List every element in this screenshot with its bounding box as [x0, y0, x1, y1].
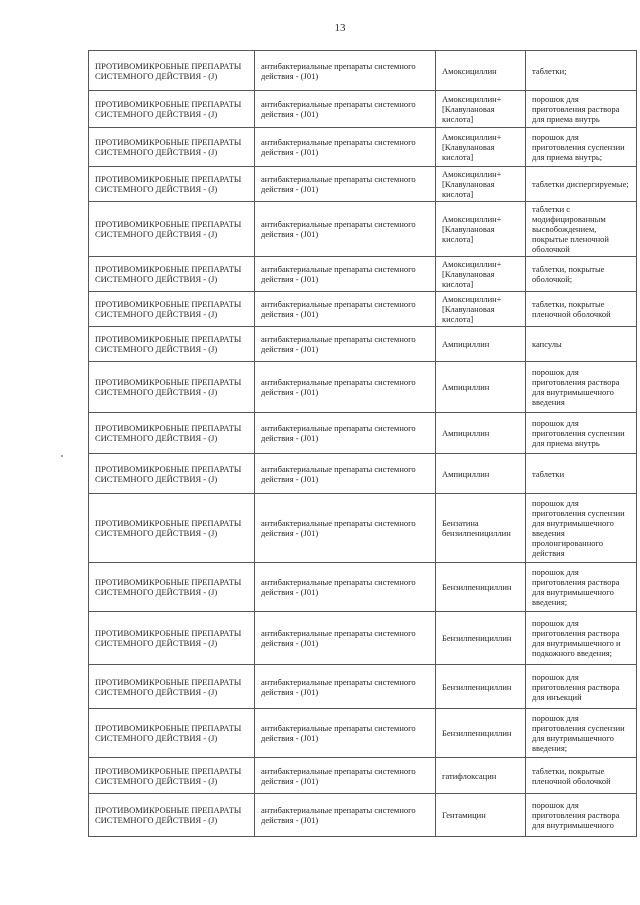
drug-registry-table-body [89, 51, 637, 837]
cell-dosage-form: таблетки, покрытые пленочной оболочкой [526, 758, 637, 794]
table-row [89, 327, 637, 362]
cell-drug-group: ПРОТИВОМИКРОБНЫЕ ПРЕПАРАТЫ СИСТЕМНОГО ДЕЙСТВИЯ - (J) [89, 91, 255, 128]
cell-drug-name: Бензилпенициллин [436, 612, 526, 665]
table-row [89, 758, 637, 794]
cell-dosage-form: капсулы [526, 327, 637, 362]
cell-drug-name: Амоксициллин+[Клавулановая кислота] [436, 167, 526, 202]
cell-drug-group: ПРОТИВОМИКРОБНЫЕ ПРЕПАРАТЫ СИСТЕМНОГО ДЕЙСТВИЯ - (J) [89, 292, 255, 327]
cell-drug-group: ПРОТИВОМИКРОБНЫЕ ПРЕПАРАТЫ СИСТЕМНОГО ДЕЙСТВИЯ - (J) [89, 51, 255, 91]
cell-dosage-form: порошок для приготовления раствора для инъекций [526, 665, 637, 709]
cell-drug-group: ПРОТИВОМИКРОБНЫЕ ПРЕПАРАТЫ СИСТЕМНОГО ДЕЙСТВИЯ - (J) [89, 413, 255, 454]
cell-dosage-form: таблетки, покрытые оболочкой; [526, 257, 637, 292]
cell-dosage-form: таблетки [526, 454, 637, 494]
table-row [89, 665, 637, 709]
cell-drug-name: Бензатина бензилпенициллин [436, 494, 526, 563]
cell-drug-subgroup: антибактериальные препараты системного действия - (J01) [255, 494, 436, 563]
cell-drug-subgroup: антибактериальные препараты системного действия - (J01) [255, 563, 436, 612]
cell-drug-group: ПРОТИВОМИКРОБНЫЕ ПРЕПАРАТЫ СИСТЕМНОГО ДЕЙСТВИЯ - (J) [89, 665, 255, 709]
cell-drug-name: Ампициллин [436, 413, 526, 454]
cell-drug-subgroup: антибактериальные препараты системного действия - (J01) [255, 167, 436, 202]
cell-drug-name: Ампициллин [436, 327, 526, 362]
cell-drug-name: Бензилпенициллин [436, 665, 526, 709]
cell-drug-subgroup: антибактериальные препараты системного действия - (J01) [255, 128, 436, 167]
cell-drug-name: Ампициллин [436, 362, 526, 413]
cell-drug-group: ПРОТИВОМИКРОБНЫЕ ПРЕПАРАТЫ СИСТЕМНОГО ДЕЙСТВИЯ - (J) [89, 257, 255, 292]
table-row [89, 202, 637, 257]
table-row [89, 91, 637, 128]
cell-dosage-form: таблетки диспергируемые; [526, 167, 637, 202]
cell-drug-name: Бензилпенициллин [436, 709, 526, 758]
table-row [89, 128, 637, 167]
cell-drug-subgroup: антибактериальные препараты системного действия - (J01) [255, 362, 436, 413]
cell-drug-subgroup: антибактериальные препараты системного действия - (J01) [255, 454, 436, 494]
table-row [89, 292, 637, 327]
cell-drug-subgroup: антибактериальные препараты системного действия - (J01) [255, 758, 436, 794]
cell-drug-group: ПРОТИВОМИКРОБНЫЕ ПРЕПАРАТЫ СИСТЕМНОГО ДЕЙСТВИЯ - (J) [89, 794, 255, 837]
cell-drug-subgroup: антибактериальные препараты системного действия - (J01) [255, 257, 436, 292]
cell-drug-name: Амоксициллин+[Клавулановая кислота] [436, 257, 526, 292]
table-row [89, 563, 637, 612]
cell-drug-subgroup: антибактериальные препараты системного действия - (J01) [255, 413, 436, 454]
cell-dosage-form: порошок для приготовления суспензии для приема внутрь; [526, 128, 637, 167]
cell-drug-group: ПРОТИВОМИКРОБНЫЕ ПРЕПАРАТЫ СИСТЕМНОГО ДЕЙСТВИЯ - (J) [89, 128, 255, 167]
cell-dosage-form: порошок для приготовления раствора для внутримышечного введения; [526, 563, 637, 612]
drug-registry-table [88, 50, 637, 837]
cell-drug-subgroup: антибактериальные препараты системного действия - (J01) [255, 612, 436, 665]
page-number: 13 [334, 22, 346, 34]
cell-drug-subgroup: антибактериальные препараты системного действия - (J01) [255, 327, 436, 362]
table-row [89, 51, 637, 91]
table-row [89, 709, 637, 758]
cell-drug-subgroup: антибактериальные препараты системного действия - (J01) [255, 292, 436, 327]
cell-drug-subgroup: антибактериальные препараты системного действия - (J01) [255, 709, 436, 758]
table-row [89, 494, 637, 563]
cell-drug-group: ПРОТИВОМИКРОБНЫЕ ПРЕПАРАТЫ СИСТЕМНОГО ДЕЙСТВИЯ - (J) [89, 454, 255, 494]
table-row [89, 454, 637, 494]
cell-drug-subgroup: антибактериальные препараты системного действия - (J01) [255, 794, 436, 837]
cell-drug-group: ПРОТИВОМИКРОБНЫЕ ПРЕПАРАТЫ СИСТЕМНОГО ДЕЙСТВИЯ - (J) [89, 494, 255, 563]
cell-drug-group: ПРОТИВОМИКРОБНЫЕ ПРЕПАРАТЫ СИСТЕМНОГО ДЕЙСТВИЯ - (J) [89, 327, 255, 362]
cell-drug-name: Гентамицин [436, 794, 526, 837]
cell-drug-group: ПРОТИВОМИКРОБНЫЕ ПРЕПАРАТЫ СИСТЕМНОГО ДЕЙСТВИЯ - (J) [89, 202, 255, 257]
cell-dosage-form: порошок для приготовления раствора для приема внутрь [526, 91, 637, 128]
cell-drug-name: Амоксициллин+[Клавулановая кислота] [436, 292, 526, 327]
cell-dosage-form: таблетки; [526, 51, 637, 91]
cell-drug-group: ПРОТИВОМИКРОБНЫЕ ПРЕПАРАТЫ СИСТЕМНОГО ДЕЙСТВИЯ - (J) [89, 563, 255, 612]
cell-drug-name: Ампициллин [436, 454, 526, 494]
cell-drug-group: ПРОТИВОМИКРОБНЫЕ ПРЕПАРАТЫ СИСТЕМНОГО ДЕЙСТВИЯ - (J) [89, 167, 255, 202]
cell-drug-name: Бензилпенициллин [436, 563, 526, 612]
cell-drug-group: ПРОТИВОМИКРОБНЫЕ ПРЕПАРАТЫ СИСТЕМНОГО ДЕЙСТВИЯ - (J) [89, 362, 255, 413]
cell-drug-subgroup: антибактериальные препараты системного действия - (J01) [255, 91, 436, 128]
cell-drug-group: ПРОТИВОМИКРОБНЫЕ ПРЕПАРАТЫ СИСТЕМНОГО ДЕЙСТВИЯ - (J) [89, 612, 255, 665]
cell-drug-group: ПРОТИВОМИКРОБНЫЕ ПРЕПАРАТЫ СИСТЕМНОГО ДЕЙСТВИЯ - (J) [89, 709, 255, 758]
cell-dosage-form: порошок для приготовления раствора для внутримышечного [526, 794, 637, 837]
cell-dosage-form: порошок для приготовления суспензии для внутримышечного введения; [526, 709, 637, 758]
cell-drug-name: Амоксициллин [436, 51, 526, 91]
scan-artifact-dot [61, 455, 63, 457]
cell-drug-group: ПРОТИВОМИКРОБНЫЕ ПРЕПАРАТЫ СИСТЕМНОГО ДЕЙСТВИЯ - (J) [89, 758, 255, 794]
cell-drug-name: гатифлоксацин [436, 758, 526, 794]
cell-dosage-form: таблетки с модифицированным высвобождением, покрытые пленочной оболочкой [526, 202, 637, 257]
cell-drug-subgroup: антибактериальные препараты системного действия - (J01) [255, 665, 436, 709]
cell-drug-name: Амоксициллин+[Клавулановая кислота] [436, 128, 526, 167]
table-row [89, 167, 637, 202]
cell-dosage-form: порошок для приготовления суспензии для внутримышечного введения пролонгированного действия [526, 494, 637, 563]
cell-dosage-form: таблетки, покрытые пленочной оболочкой [526, 292, 637, 327]
cell-dosage-form: порошок для приготовления раствора для внутримышечного введения [526, 362, 637, 413]
table-row [89, 794, 637, 837]
table-row [89, 413, 637, 454]
cell-drug-name: Амоксициллин+[Клавулановая кислота] [436, 91, 526, 128]
cell-drug-subgroup: антибактериальные препараты системного действия - (J01) [255, 202, 436, 257]
cell-dosage-form: порошок для приготовления суспензии для приема внутрь [526, 413, 637, 454]
table-row [89, 362, 637, 413]
cell-dosage-form: порошок для приготовления раствора для внутримышечного и подкожного введения; [526, 612, 637, 665]
table-row [89, 257, 637, 292]
cell-drug-subgroup: антибактериальные препараты системного действия - (J01) [255, 51, 436, 91]
table-row [89, 612, 637, 665]
cell-drug-name: Амоксициллин+[Клавулановая кислота] [436, 202, 526, 257]
